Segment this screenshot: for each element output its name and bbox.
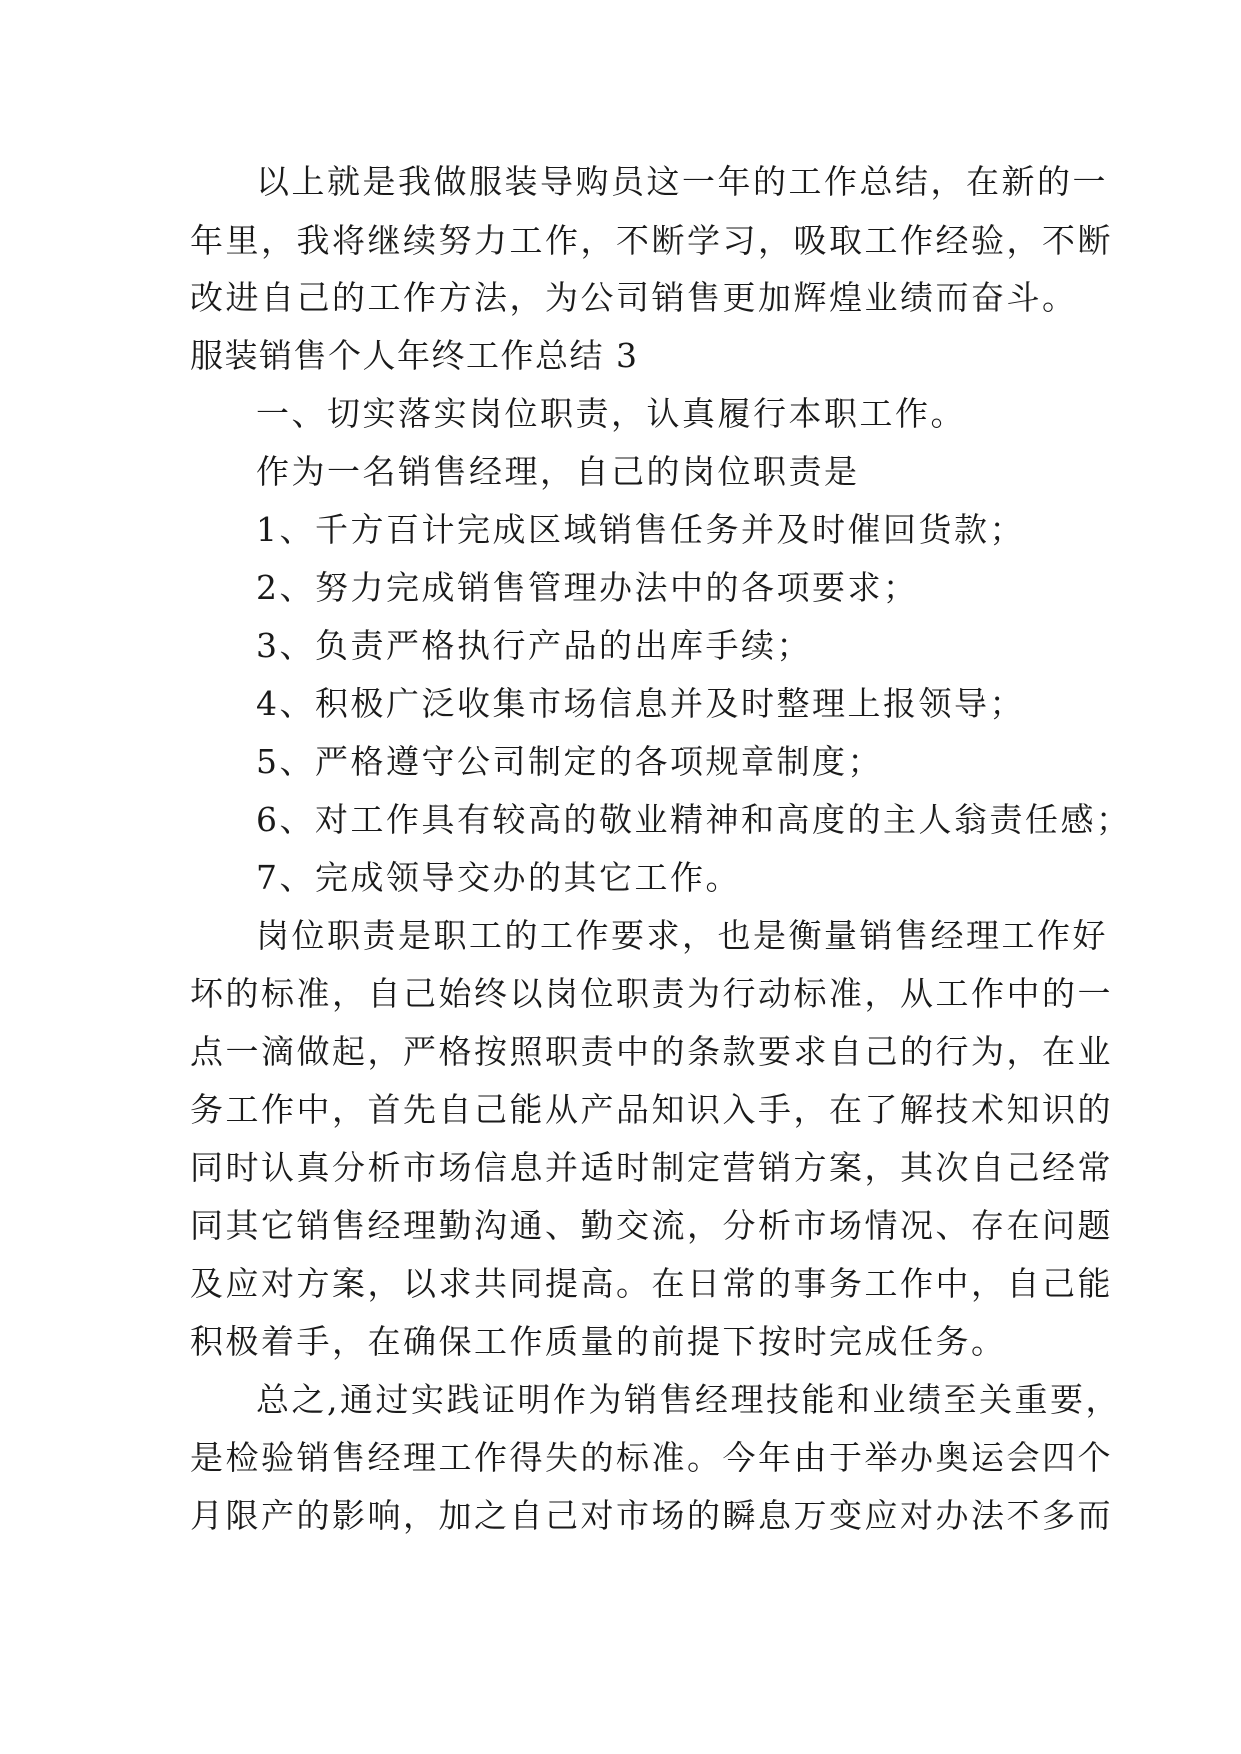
paragraph-2-line-7: 及应对方案，以求共同提高。在日常的事务工作中，自己能 xyxy=(190,1264,1113,1303)
paragraph-1-line-2: 年里，我将继续努力工作，不断学习，吸取工作经验，不断 xyxy=(190,221,1113,260)
duty-item: 6、对工作具有较高的敬业精神和高度的主人翁责任感； xyxy=(256,800,1132,839)
paragraph-2-line-5: 同时认真分析市场信息并适时制定营销方案，其次自己经常 xyxy=(190,1148,1113,1187)
duty-item: 5、严格遵守公司制定的各项规章制度； xyxy=(256,742,883,781)
paragraph-2-line-3: 点一滴做起，严格按照职责中的条款要求自己的行为，在业 xyxy=(190,1032,1113,1071)
paragraph-1-line-1: 以上就是我做服装导购员这一年的工作总结，在新的一 xyxy=(256,162,1108,201)
paragraph-2-line-6: 同其它销售经理勤沟通、勤交流，分析市场情况、存在问题 xyxy=(190,1206,1113,1245)
paragraph-1-line-3: 改进自己的工作方法，为公司销售更加辉煌业绩而奋斗。 xyxy=(190,278,1078,317)
paragraph-2-line-1: 岗位职责是职工的工作要求，也是衡量销售经理工作好 xyxy=(256,916,1108,955)
duty-item: 1、千方百计完成区域销售任务并及时催回货款； xyxy=(256,510,1025,549)
duty-item: 7、完成领导交办的其它工作。 xyxy=(256,858,741,897)
paragraph-2-line-2: 坏的标准，自己始终以岗位职责为行动标准，从工作中的一 xyxy=(190,974,1113,1013)
paragraph-2-line-4: 务工作中，首先自己能从产品知识入手，在了解技术知识的 xyxy=(190,1090,1113,1129)
paragraph-2-line-8: 积极着手，在确保工作质量的前提下按时完成任务。 xyxy=(190,1322,1007,1361)
intro-line: 作为一名销售经理，自己的岗位职责是 xyxy=(256,452,860,491)
heading-1: 一、切实落实岗位职责，认真履行本职工作。 xyxy=(256,394,966,433)
duty-item: 4、积极广泛收集市场信息并及时整理上报领导； xyxy=(256,684,1025,723)
paragraph-3-line-2: 是检验销售经理工作得失的标准。今年由于举办奥运会四个 xyxy=(190,1438,1113,1477)
section-title: 服装销售个人年终工作总结 3 xyxy=(190,336,639,375)
duty-item: 3、负责严格执行产品的出库手续； xyxy=(256,626,812,665)
duty-item: 2、努力完成销售管理办法中的各项要求； xyxy=(256,568,919,607)
paragraph-3-line-1: 总之,通过实践证明作为销售经理技能和业绩至关重要， xyxy=(256,1380,1121,1419)
paragraph-3-line-3: 月限产的影响，加之自己对市场的瞬息万变应对办法不多而 xyxy=(190,1496,1113,1535)
